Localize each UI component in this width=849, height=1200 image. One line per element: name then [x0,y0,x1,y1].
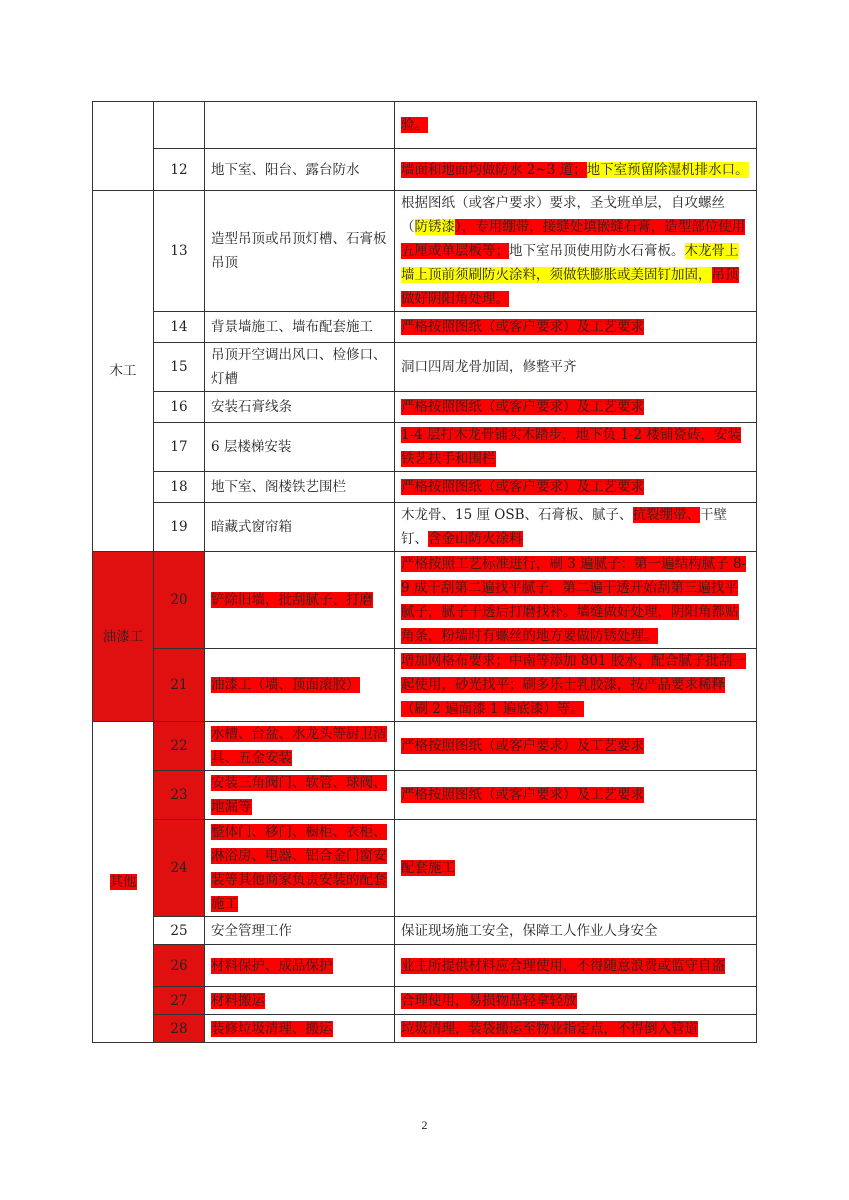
item-cell [205,820,395,917]
item-name: 安全管理工作 [211,922,292,939]
requirement-text: 配套施工 [401,860,455,876]
row-number: 18 [154,472,205,503]
requirement-text: 垃圾清理，装袋搬运至物业指定点，不得倒入管道 [401,1020,698,1037]
item-name: 吊顶开空调出风口、检修口、灯槽 [211,347,387,387]
item-name: 安装三角阀门、软管、球阀、地漏等 [211,775,387,815]
row-number: 25 [154,917,205,945]
row-number: 22 [154,722,205,771]
requirement-cell [395,312,757,343]
category-label: 木工 [109,363,137,379]
item-name: 水槽、台盆、水龙头等厨卫洁具、五金安装 [211,726,387,766]
requirement-text: 严格按照工艺标准进行，刷 3 遍腻子：第一遍结构腻子 8-9 成干刮第二遍找平腻子，第二遍干透开始刮第三遍找平腻子，腻子干透后打磨找补。墙缝做好处理，阴阳角都贴角条，粉墙时有螺丝的地方要做防锈处理。 [401,556,747,644]
item-cell [205,945,395,987]
requirement-cell [395,191,757,312]
table-row [93,503,757,552]
row-number: 24 [154,820,205,917]
row-number: 14 [154,312,205,343]
page-number: 2 [421,1118,428,1132]
item-cell [205,1015,395,1043]
item-cell [205,722,395,771]
table-row [93,649,757,722]
category-label: 其他 [109,874,137,890]
requirement-cell [395,423,757,472]
requirement-cell [395,649,757,722]
table-row [93,343,757,392]
row-number: 12 [154,149,205,191]
table-row [93,722,757,771]
requirement-text: 洞口四周龙骨加固，修整平齐 [401,359,577,375]
requirement-cell [395,1015,757,1043]
row-number: 27 [154,987,205,1015]
requirement-text: 吊顶做好阴阳角处理。 [401,267,739,307]
item-name: 油漆工（墙、顶面滚胶） [211,677,360,693]
requirement-text: 合理使用，易损物品轻拿轻放 [401,992,577,1009]
requirement-cell [395,503,757,552]
table-row [93,987,757,1015]
requirement-text: 根据图纸（或客户要求）要求，圣戈班单层，自攻螺丝（ [401,195,725,235]
item-name: 造型吊顶或吊顶灯槽、石膏板吊顶 [211,231,387,271]
item-cell [205,917,395,945]
requirement-text: 1-4 层打木龙骨铺实木踏步，地下负 1-2 楼铺瓷砖，安装铁艺扶手和围栏 [401,427,741,467]
requirement-cell [395,392,757,423]
item-cell [205,987,395,1015]
item-cell [205,649,395,722]
item-cell [205,472,395,503]
table-row [93,312,757,343]
row-number: 26 [154,945,205,987]
requirement-cell [395,343,757,392]
category-cell-blank [93,102,154,191]
requirement-cell [395,820,757,917]
category-cell-other [93,722,154,1043]
requirement-text: 含金山防火涂料 [428,531,523,547]
item-name: 背景墙施工、墙布配套施工 [211,319,373,335]
category-cell-woodwork [93,191,154,552]
requirement-cell [395,722,757,771]
table-row [93,917,757,945]
requirement-text: 防锈漆 [414,219,455,235]
requirement-text: 抗裂绷带、 [632,507,700,523]
row-number [154,102,205,149]
requirement-text: 严格按照图纸（或客户要求）及工艺要求 [401,738,644,754]
table-row [93,392,757,423]
requirement-cell [395,771,757,820]
item-name: 暗藏式窗帘箱 [211,519,292,535]
requirement-cell [395,552,757,649]
table-row [93,149,757,191]
item-cell [205,423,395,472]
requirement-text: ），专用绷带，接缝处填嵌缝石膏，造型部位使用五厘或单层板等； [401,219,746,259]
item-cell [205,312,395,343]
construction-spec-table [92,101,757,1043]
item-cell [205,149,395,191]
requirement-text: 严格按照图纸（或客户要求）及工艺要求 [401,399,644,415]
row-number: 23 [154,771,205,820]
row-number: 28 [154,1015,205,1043]
table-row [93,552,757,649]
row-number: 21 [154,649,205,722]
requirement-cell [395,472,757,503]
item-name: 材料保护、成品保护 [211,957,333,974]
requirement-text: 木龙骨、15 厘 OSB、石膏板、腻子、 [401,507,633,523]
requirement-text: 木龙骨上墙上顶前须刷防火涂料，须做铁膨胀或美固钉加固， [401,243,739,283]
requirement-text: 墙面和地面均做防水 2~3 道； [401,161,587,178]
table-row [93,191,757,312]
item-cell [205,102,395,149]
table-row [93,771,757,820]
row-number: 19 [154,503,205,552]
item-name: 地下室、阳台、露台防水 [211,161,360,178]
requirement-text: 严格按照图纸（或客户要求）及工艺要求 [401,319,644,335]
row-number: 17 [154,423,205,472]
item-cell [205,552,395,649]
row-number: 20 [154,552,205,649]
table-row [93,1015,757,1043]
item-name: 整体门、移门、橱柜、衣柜、淋浴房、电器、铝合金门窗安装等其他商家负责安装的配套施工 [211,824,387,912]
item-cell [205,343,395,392]
item-cell [205,503,395,552]
table-row [93,423,757,472]
item-name: 安装石膏线条 [211,399,292,415]
requirement-cell [395,945,757,987]
table-row [93,472,757,503]
row-number: 15 [154,343,205,392]
requirement-text: 验。 [401,117,428,133]
item-cell [205,392,395,423]
requirement-cell [395,102,757,149]
requirement-text: 增加网格布要求；中南等添加 801 胶水，配合腻子批刮一起使用，砂光找平；刷多乐士乳胶漆，按产品要求稀释（刷 2 遍面漆 1 遍底漆）等。 [401,653,746,717]
item-name: 地下室、阁楼铁艺围栏 [211,479,346,495]
requirement-text: 业主所提供材料应合理使用，不得随意浪费或监守自盗 [401,957,725,974]
table-row [93,102,757,149]
table-row [93,820,757,917]
item-name: 6 层楼梯安装 [211,439,292,455]
requirement-text: 干壁钉、 [401,507,727,547]
item-name: 材料搬运 [211,992,265,1009]
requirement-text: 地下室吊顶使用防水石膏板。 [509,243,685,259]
requirement-cell [395,987,757,1015]
requirement-text: 地下室预留除湿机排水口。 [586,161,749,178]
category-label: 油漆工 [102,628,144,645]
row-number: 13 [154,191,205,312]
requirement-text: 严格按照图纸（或客户要求）及工艺要求 [401,479,644,495]
requirement-text: 严格按照图纸（或客户要求）及工艺要求 [401,787,644,803]
requirement-cell [395,149,757,191]
table-row [93,945,757,987]
item-name: 铲除旧墙，批刮腻子、打磨 [211,592,373,608]
row-number: 16 [154,392,205,423]
requirement-cell [395,917,757,945]
category-cell-painter [93,552,154,722]
item-cell [205,191,395,312]
requirement-text: 保证现场施工安全，保障工人作业人身安全 [401,922,658,939]
item-cell [205,771,395,820]
item-name: 装修垃圾清理、搬运 [211,1020,333,1037]
